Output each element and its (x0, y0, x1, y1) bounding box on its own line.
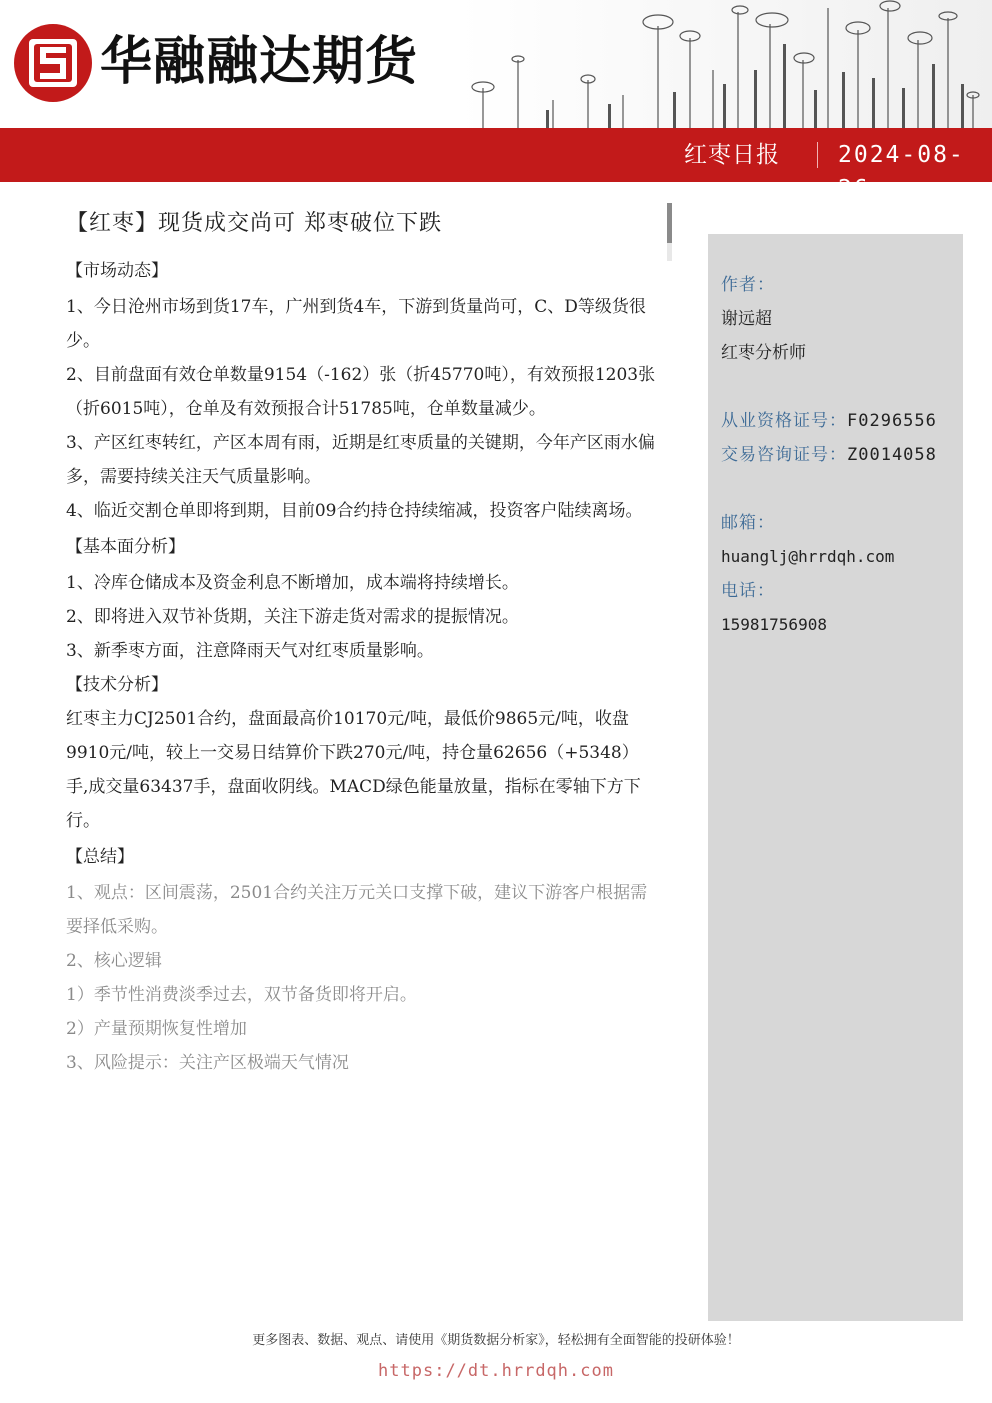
author-title: 红枣分析师 (721, 343, 806, 363)
main-content (66, 254, 658, 1080)
summary-item: 2、核心逻辑 (66, 951, 162, 971)
section-heading-summary: 【总结】 (66, 847, 134, 867)
section-heading-technical: 【技术分析】 (66, 675, 168, 695)
scroll-track (667, 243, 672, 261)
email-value[interactable]: huanglj@hrrdqh.com (721, 547, 895, 566)
report-name: 红枣日报 (684, 142, 780, 168)
market-item: 4、临近交割仓单即将到期，目前09合约持仓持续缩减，投资客户陆续离场。 (66, 501, 643, 521)
consult-label: 交易咨询证号： (721, 445, 847, 465)
footer-link[interactable]: https://dt.hrrdqh.com (378, 1361, 614, 1381)
company-brand-name: 华融融达期货 (100, 32, 419, 92)
technical-text: 红枣主力CJ2501合约，盘面最高价10170元/吨，最低价9865元/吨，收盘9910元/吨，较上一交易日结算价下跌270元/吨，持仓量62656（+5348）手,成交量63437手，盘面收阴线。MACD绿色能量放量，指标在零轴下方下行。 (66, 709, 641, 831)
author-sidebar (708, 234, 963, 1321)
section-heading-market: 【市场动态】 (66, 261, 168, 281)
market-item: 3、产区红枣转红，产区本周有雨，近期是红枣质量的关键期，今年产区雨水偏多，需要持续关注天气质量影响。 (66, 433, 655, 487)
author-label: 作者： (721, 275, 775, 295)
cert-label: 从业资格证号： (721, 411, 847, 431)
market-item: 1、今日沧州市场到货17车，广州到货4车，下游到货量尚可，C、D等级货很少。 (66, 297, 646, 351)
report-date: 2024-08-26 (838, 142, 965, 202)
phone-value: 15981756908 (721, 615, 827, 634)
phone-label: 电话： (721, 581, 775, 601)
article-title: 【红枣】现货成交尚可 郑枣破位下跌 (66, 211, 442, 236)
consult-value: Z0014058 (847, 445, 937, 465)
company-logo-icon (12, 22, 94, 104)
author-name: 谢远超 (721, 309, 772, 329)
market-item: 2、目前盘面有效仓单数量9154（-162）张（折45770吨），有效预报1203张（折6015吨），仓单及有效预报合计51785吨，仓单数量减少。 (66, 365, 656, 419)
fundamental-item: 2、即将进入双节补货期，关注下游走货对需求的提振情况。 (66, 607, 519, 627)
section-heading-fundamental: 【基本面分析】 (66, 537, 185, 557)
header-decoration (458, 0, 992, 128)
fundamental-item: 1、冷库仓储成本及资金利息不断增加，成本端将持续增长。 (66, 573, 519, 593)
scroll-indicator (667, 203, 672, 243)
footer-note: 更多图表、数据、观点、请使用《期货数据分析家》，轻松拥有全面智能的投研体验！ (252, 1333, 740, 1348)
email-label: 邮箱： (721, 513, 775, 533)
report-title-bar (0, 128, 992, 202)
consult-row (721, 438, 937, 472)
fundamental-item: 3、新季枣方面，注意降雨天气对红枣质量影响。 (66, 641, 434, 661)
summary-item: 3、风险提示：关注产区极端天气情况 (66, 1053, 349, 1073)
summary-item: 2）产量预期恢复性增加 (66, 1019, 247, 1039)
title-bar-separator (817, 142, 818, 168)
summary-item: 1）季节性消费淡季过去，双节备货即将开启。 (66, 985, 417, 1005)
summary-item: 1、观点：区间震荡，2501合约关注万元关口支撑下破，建议下游客户根据需要择低采购。 (66, 883, 648, 937)
cert-value: F0296556 (847, 411, 937, 431)
cert-row (721, 404, 937, 438)
